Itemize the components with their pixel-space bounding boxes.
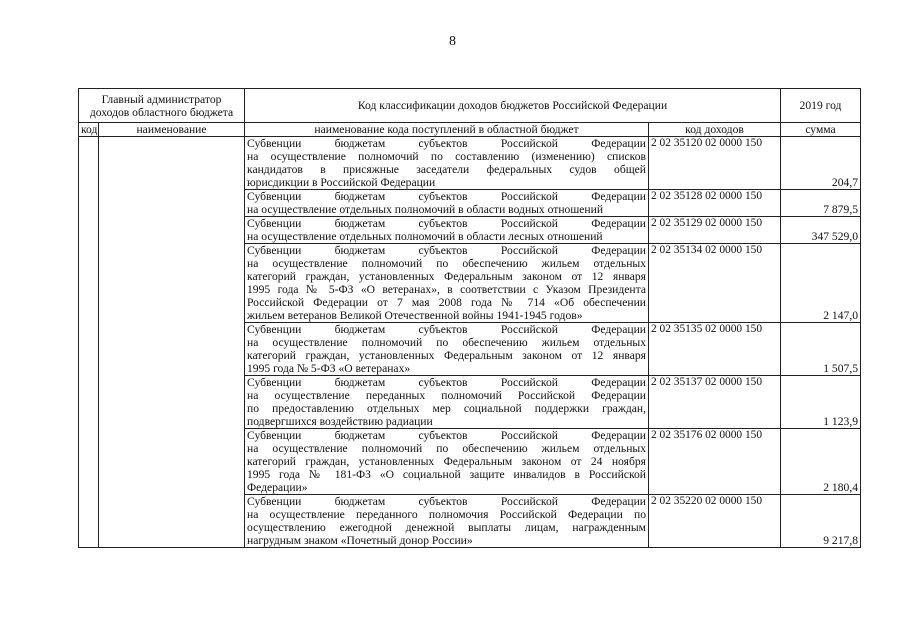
description-line: на осуществление полномочий по обеспечению жильем отдельных <box>247 257 646 270</box>
revenue-code: 2 02 35120 02 0000 150 <box>649 137 781 190</box>
header-admin-group: Главный администратор доходов областного бюджета <box>79 89 245 123</box>
description-line: Субвенции бюджетам субъектов Российской Федерации <box>247 217 646 230</box>
description-line: на осуществление отдельных полномочий в области водных отношений <box>247 203 604 216</box>
header-col-code: код <box>79 123 99 137</box>
revenue-code: 2 02 35220 02 0000 150 <box>649 495 781 548</box>
description-line: осуществлению ежегодной денежной выплаты лицам, награжденным <box>247 521 646 534</box>
amount: 1 507,5 <box>781 323 861 376</box>
description-line: 1995 года № 181-ФЗ «О социальной защите инвалидов в Российской <box>247 468 646 481</box>
description-line: Субвенции бюджетам субъектов Российской Федерации <box>247 429 646 442</box>
header-col-sum: сумма <box>781 123 861 137</box>
revenue-description <box>245 137 649 190</box>
revenue-description <box>245 429 649 495</box>
revenue-code: 2 02 35128 02 0000 150 <box>649 190 781 217</box>
revenue-description <box>245 376 649 429</box>
description-line: на осуществление переданного полномочия Российской Федерации по <box>247 508 646 521</box>
description-line: на осуществление полномочий по обеспечению жильем отдельных <box>247 336 646 349</box>
description-line: категорий граждан, установленных Федеральным законом от 12 января <box>247 270 646 283</box>
description-line: кандидатов в присяжные заседатели федеральных судов общей <box>247 163 646 176</box>
admin-name-cell <box>99 137 245 548</box>
description-line: Субвенции бюджетам субъектов Российской Федерации <box>247 190 646 203</box>
header-year: 2019 год <box>781 89 861 123</box>
amount: 9 217,8 <box>781 495 861 548</box>
page-number: 8 <box>449 34 456 49</box>
description-line: Субвенции бюджетам субъектов Российской Федерации <box>247 137 646 150</box>
description-line: Российской Федерации от 7 мая 2008 года № 714 «Об обеспечении <box>247 296 646 309</box>
header-row-sub <box>79 123 861 137</box>
description-line: Субвенции бюджетам субъектов Российской Федерации <box>247 376 646 389</box>
description-line: на осуществление полномочий по составлению (изменению) списков <box>247 150 646 163</box>
header-row-main <box>79 89 861 123</box>
description-line: по предоставлению отдельных мер социальной поддержки граждан, <box>247 402 646 415</box>
revenue-code: 2 02 35134 02 0000 150 <box>649 244 781 323</box>
header-classification: Код классификации доходов бюджетов Российской Федерации <box>245 89 781 123</box>
revenue-code: 2 02 35176 02 0000 150 <box>649 429 781 495</box>
revenue-description <box>245 323 649 376</box>
revenue-description <box>245 217 649 244</box>
revenue-table <box>78 88 861 548</box>
description-line: жильем ветеранов Великой Отечественной войны 1941-1945 годов» <box>247 309 583 322</box>
revenue-code: 2 02 35129 02 0000 150 <box>649 217 781 244</box>
description-line: на осуществление полномочий по обеспечению жильем отдельных <box>247 442 646 455</box>
description-line: 1995 года № 5-ФЗ «О ветеранах», в соответствии с Указом Президента <box>247 283 646 296</box>
description-line: на осуществление переданных полномочий Российской Федерации <box>247 389 646 402</box>
description-line: категорий граждан, установленных Федеральным законом от 12 января <box>247 349 646 362</box>
description-line: Субвенции бюджетам субъектов Российской Федерации <box>247 495 646 508</box>
description-line: Федерации» <box>247 481 308 494</box>
revenue-description <box>245 244 649 323</box>
description-line: юрисдикции в Российской Федерации <box>247 176 436 189</box>
amount: 2 147,0 <box>781 244 861 323</box>
header-col-revenue-name: наименование кода поступлений в областной бюджет <box>245 123 649 137</box>
description-line: категорий граждан, установленных Федеральным законом от 24 ноября <box>247 455 646 468</box>
description-line: 1995 года № 5-ФЗ «О ветеранах» <box>247 362 411 375</box>
amount: 1 123,9 <box>781 376 861 429</box>
table-body <box>79 137 861 548</box>
header-col-revenue-code: код доходов <box>649 123 781 137</box>
table-row <box>79 137 861 190</box>
amount: 7 879,5 <box>781 190 861 217</box>
description-line: Субвенции бюджетам субъектов Российской Федерации <box>247 244 646 257</box>
admin-code-cell <box>79 137 99 548</box>
description-line: на осуществление отдельных полномочий в области лесных отношений <box>247 230 603 243</box>
revenue-description <box>245 495 649 548</box>
amount: 204,7 <box>781 137 861 190</box>
amount: 347 529,0 <box>781 217 861 244</box>
header-col-name: наименование <box>99 123 245 137</box>
description-line: нагрудным знаком «Почетный донор России» <box>247 534 473 547</box>
revenue-code: 2 02 35135 02 0000 150 <box>649 323 781 376</box>
revenue-code: 2 02 35137 02 0000 150 <box>649 376 781 429</box>
description-line: подвергшихся воздействию радиации <box>247 415 433 428</box>
description-line: Субвенции бюджетам субъектов Российской Федерации <box>247 323 646 336</box>
amount: 2 180,4 <box>781 429 861 495</box>
revenue-description <box>245 190 649 217</box>
